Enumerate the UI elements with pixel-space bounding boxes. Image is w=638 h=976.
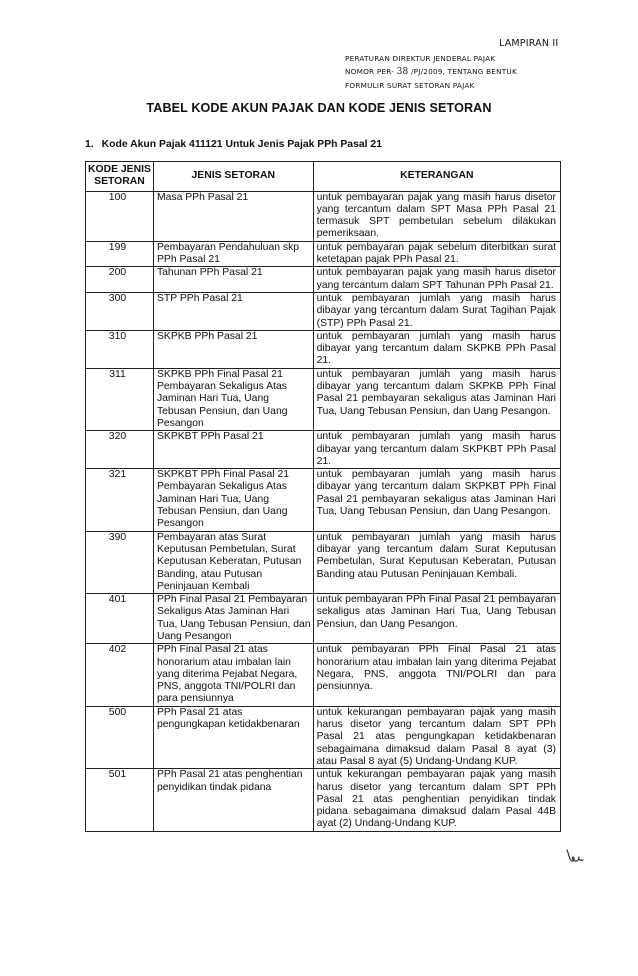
regulation-line-3: FORMULIR SURAT SETORAN PAJAK bbox=[345, 81, 475, 90]
kode-cell: 401 bbox=[86, 594, 154, 644]
keterangan-cell: untuk kekurangan pembayaran pajak yang masih harus disetor yang tercantum dalam SPT PPh Pasal 21 atas penghentian penyidikan tindak pidana sebagaimana dimaksud dalam Pasal 44B ayat (2) Undang-Undang KUP. bbox=[313, 769, 560, 831]
column-header-kode: KODE JENIS SETORAN bbox=[86, 162, 154, 192]
jenis-setoran-cell: Masa PPh Pasal 21 bbox=[153, 191, 313, 241]
tax-code-table bbox=[85, 161, 561, 832]
kode-cell: 402 bbox=[86, 644, 154, 706]
kode-cell: 501 bbox=[86, 769, 154, 831]
jenis-setoran-cell: SKPKB PPh Pasal 21 bbox=[153, 330, 313, 368]
keterangan-cell: untuk pembayaran PPh Final Pasal 21 pembayaran sekaligus atas Jaminan Hari Tua, Uang Tebusan Pensiun, dan Uang Pesangon. bbox=[313, 594, 560, 644]
table-row bbox=[86, 706, 561, 768]
table-row bbox=[86, 594, 561, 644]
kode-cell: 390 bbox=[86, 531, 154, 593]
regulation-number: 38 bbox=[396, 67, 409, 77]
kode-cell: 311 bbox=[86, 368, 154, 430]
keterangan-cell: untuk pembayaran pajak sebelum diterbitkan surat ketetapan pajak PPh Pasal 21. bbox=[313, 241, 560, 267]
keterangan-cell: untuk pembayaran pajak yang masih harus disetor yang tercantum dalam SPT Masa PPh Pasal 21 termasuk SPT pembetulan sebelum dilakukan pemeriksaan. bbox=[313, 191, 560, 241]
jenis-setoran-cell: PPh Final Pasal 21 Pembayaran Sekaligus Atas Jaminan Hari Tua, Uang Tebusan Pensiun, dan Uang Pesangon bbox=[153, 594, 313, 644]
regulation-line-1: PERATURAN DIREKTUR JENDERAL PAJAK bbox=[345, 54, 496, 63]
kode-cell: 500 bbox=[86, 706, 154, 768]
jenis-setoran-cell: STP PPh Pasal 21 bbox=[153, 292, 313, 330]
table-header-row bbox=[86, 162, 561, 192]
table-row bbox=[86, 241, 561, 267]
keterangan-cell: untuk pembayaran jumlah yang masih harus dibayar yang tercantum dalam SKPKB PPh Pasal 21. bbox=[313, 330, 560, 368]
table-row bbox=[86, 431, 561, 469]
kode-cell: 320 bbox=[86, 431, 154, 469]
keterangan-cell: untuk pembayaran jumlah yang masih harus dibayar yang tercantum dalam SKPKBT PPh Pasal 21. bbox=[313, 431, 560, 469]
table-row bbox=[86, 267, 561, 293]
jenis-setoran-cell: SKPKB PPh Final Pasal 21 Pembayaran Sekaligus Atas Jaminan Hari Tua, Uang Tebusan Pensiun, dan Uang Pesangon bbox=[153, 368, 313, 430]
table-row bbox=[86, 191, 561, 241]
regulation-reference bbox=[345, 52, 556, 92]
kode-cell: 199 bbox=[86, 241, 154, 267]
table-row bbox=[86, 531, 561, 593]
keterangan-cell: untuk kekurangan pembayaran pajak yang masih harus disetor yang tercantum dalam SPT PPh Pasal 21 atas pengungkapan ketidakbenaran sebagaimana dimaksud dalam Pasal 8 ayat (3) atau Pasal 8 ayat (5) Undang-Undang KUP. bbox=[313, 706, 560, 768]
kode-cell: 300 bbox=[86, 292, 154, 330]
regulation-number-prefix: NOMOR PER- bbox=[345, 67, 395, 76]
table-row bbox=[86, 292, 561, 330]
table-row bbox=[86, 769, 561, 831]
lampiran-label: LAMPIRAN II bbox=[499, 38, 559, 49]
keterangan-cell: untuk pembayaran PPh Final Pasal 21 atas honorarium atau imbalan lain yang diterima Pejabat Negara, PNS, anggota TNI/POLRI dan para pensiunnya. bbox=[313, 644, 560, 706]
section-heading bbox=[85, 139, 382, 150]
jenis-setoran-cell: Pembayaran Pendahuluan skp PPh Pasal 21 bbox=[153, 241, 313, 267]
jenis-setoran-cell: Tahunan PPh Pasal 21 bbox=[153, 267, 313, 293]
table-row bbox=[86, 469, 561, 531]
jenis-setoran-cell: SKPKBT PPh Final Pasal 21 Pembayaran Sekaligus Atas Jaminan Hari Tua, Uang Tebusan Pensiun, dan Uang Pesangon bbox=[153, 469, 313, 531]
table-row bbox=[86, 644, 561, 706]
kode-cell: 310 bbox=[86, 330, 154, 368]
kode-cell: 321 bbox=[86, 469, 154, 531]
table-row bbox=[86, 330, 561, 368]
jenis-setoran-cell: PPh Pasal 21 atas pengungkapan ketidakbenaran bbox=[153, 706, 313, 768]
keterangan-cell: untuk pembayaran jumlah yang masih harus dibayar yang tercantum dalam Surat Tagihan Pajak (STP) PPh Pasal 21. bbox=[313, 292, 560, 330]
keterangan-cell: untuk pembayaran jumlah yang masih harus dibayar yang tercantum dalam Surat Keputusan Pembetulan, Surat Keputusan Keberatan, Putusan Banding atau Putusan Peninjauan Kembali. bbox=[313, 531, 560, 593]
document-title: TABEL KODE AKUN PAJAK DAN KODE JENIS SETORAN bbox=[146, 101, 492, 115]
keterangan-cell: untuk pembayaran jumlah yang masih harus dibayar yang tercantum dalam SKPKBT PPh Final Pasal 21 pembayaran sekaligus atas Jaminan Hari Tua, Uang Tebusan Pensiun, dan Uang Pesangon. bbox=[313, 469, 560, 531]
column-header-jenis: JENIS SETORAN bbox=[153, 162, 313, 192]
kode-cell: 200 bbox=[86, 267, 154, 293]
keterangan-cell: untuk pembayaran jumlah yang masih harus dibayar yang tercantum dalam SKPKB PPh Final Pasal 21 pembayaran sekaligus atas Jaminan Hari Tua, Uang Tebusan Pensiun, dan Uang Pesangon. bbox=[313, 368, 560, 430]
regulation-number-suffix: /PJ/2009, TENTANG BENTUK bbox=[410, 67, 517, 76]
table-row bbox=[86, 368, 561, 430]
section-number: 1. bbox=[85, 139, 94, 150]
jenis-setoran-cell: Pembayaran atas Surat Keputusan Pembetulan, Surat Keputusan Keberatan, Putusan Banding, atau Putusan Peninjauan Kembali bbox=[153, 531, 313, 593]
jenis-setoran-cell: PPh Pasal 21 atas penghentian penyidikan tindak pidana bbox=[153, 769, 313, 831]
jenis-setoran-cell: SKPKBT PPh Pasal 21 bbox=[153, 431, 313, 469]
section-title: Kode Akun Pajak 411121 Untuk Jenis Pajak PPh Pasal 21 bbox=[101, 139, 382, 150]
keterangan-cell: untuk pembayaran pajak yang masih harus disetor yang tercantum dalam SPT Tahunan PPh Pasal 21. bbox=[313, 267, 560, 293]
kode-cell: 100 bbox=[86, 191, 154, 241]
column-header-keterangan: KETERANGAN bbox=[313, 162, 560, 192]
jenis-setoran-cell: PPh Final Pasal 21 atas honorarium atau imbalan lain yang diterima Pejabat Negara, PNS, anggota TNI/POLRI dan para pensiunnya bbox=[153, 644, 313, 706]
initials-signature bbox=[565, 848, 591, 864]
